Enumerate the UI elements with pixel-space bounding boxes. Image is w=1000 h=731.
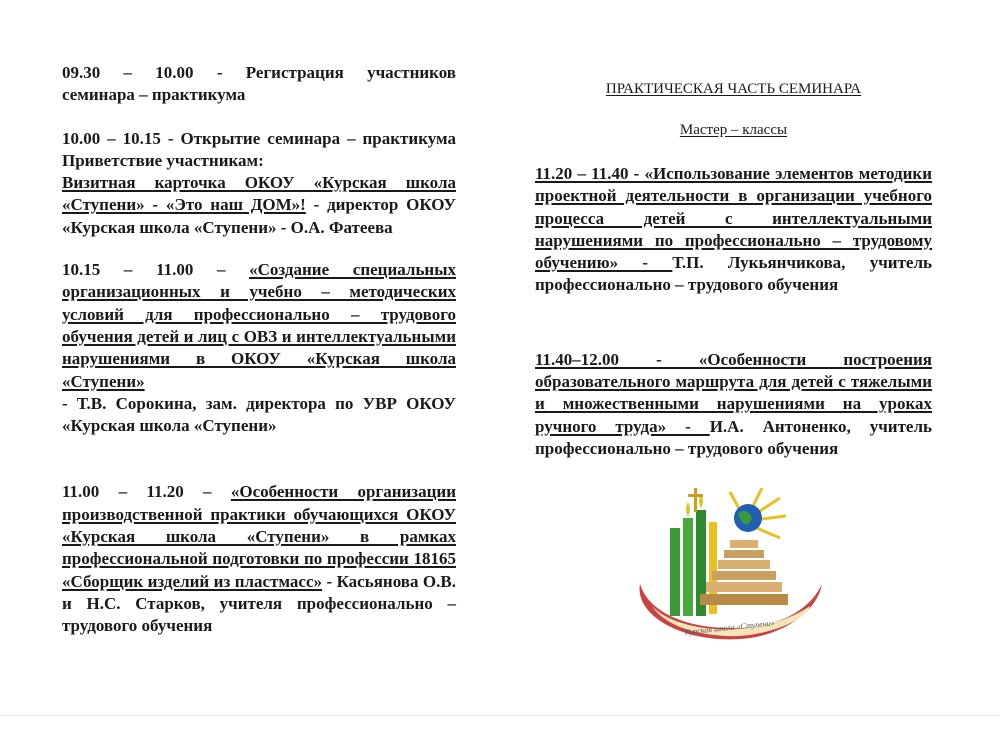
logo-flame-1 [686, 502, 690, 516]
logo-cross-h [688, 494, 703, 497]
session-2-line-2 [62, 504, 456, 526]
mc-1-line-1 [535, 163, 932, 185]
logo-green-pillar-2 [683, 518, 693, 616]
session-2-title-1: «Особенности организации [230, 482, 456, 502]
session-1-line-2 [62, 281, 456, 303]
school-logo-emblem [630, 488, 830, 646]
mc-1-title-2: проектной деятельности в организации учебного [535, 186, 932, 206]
program-left-column [62, 62, 456, 638]
session-1-line-4 [62, 326, 456, 348]
session-2-title-5: «Сборщик изделий из пластмасс» [62, 571, 323, 591]
logo-green-pillar-1 [670, 528, 680, 616]
mc-2-line-3 [535, 393, 932, 415]
session-2-title-3: «Курская школа «Ступени» в рамках [62, 527, 456, 547]
session-2-line-3 [62, 526, 456, 548]
registration-block [62, 62, 456, 107]
session-1-speaker-1: - Т.В. Сорокина, зам. директора по УВР ОКОУ [62, 393, 456, 413]
session-2-line-5 [62, 571, 456, 593]
mc-2-line-4 [535, 416, 932, 438]
logo-ribbon-text: Курская школа «Ступени» [684, 618, 776, 637]
mc-2-speaker: профессионально – трудового обучения [535, 438, 839, 458]
registration-line-1: 09.30 – 10.00 - Регистрация участников [62, 63, 456, 82]
session-1-speaker-2: «Курская школа «Ступени» [62, 416, 277, 436]
program-right-column [535, 163, 932, 460]
session-1-line-3 [62, 304, 456, 326]
mc-1-line-3 [535, 208, 932, 230]
session-1-line-1 [62, 259, 456, 281]
mc-1-title-3: процесса детей с интеллектуальными [535, 208, 932, 228]
session-1-title-2: организационных и учебно – методических [62, 282, 456, 302]
business-card-title-2: «Ступени» - «Это наш ДОМ»! [62, 195, 306, 215]
session-1-title-4: обучения детей и лиц с ОВЗ и интеллектуальными [62, 326, 456, 346]
master-class-2-block [535, 349, 932, 460]
mc-2-title-2: образовательного маршрута для детей с тяжелыми [535, 372, 932, 392]
session-1-line-5 [62, 348, 456, 393]
session-1-title-1: «Создание специальных [249, 260, 457, 280]
session-1-block [62, 259, 456, 437]
session-2-speaker-tail: - Касьянова О.В. [322, 571, 456, 591]
master-classes-heading: Мастер – классы [679, 122, 788, 138]
mc-2-speaker-tail: И.А. Антоненко, учитель [709, 416, 933, 436]
session-2-line-4 [62, 548, 456, 570]
mc-2-line-1 [535, 349, 932, 371]
session-2-title-4: профессиональной подготовки по профессии 18165 [62, 549, 456, 569]
business-card-tail: - директор ОКОУ [305, 195, 456, 215]
session-1-title-5: нарушениями в ОКОУ «Курская школа «Ступени» [62, 349, 456, 391]
session-2-speaker-1: и Н.С. Старков, учителя профессионально – [62, 593, 456, 613]
opening-speaker: «Курская школа «Ступени» - О.А. Фатеева [62, 217, 393, 237]
session-2-line-1 [62, 481, 456, 503]
session-2-speaker-2: трудового обучения [62, 616, 213, 636]
mc-2-line-2 [535, 371, 932, 393]
mc-1-line-5 [535, 252, 932, 274]
mc-1-speaker: профессионально – трудового обучения [535, 275, 839, 295]
logo-cross-v [694, 488, 697, 512]
business-card-line-2 [62, 194, 456, 216]
master-class-1-block [535, 163, 932, 297]
mc-1-line-2 [535, 185, 932, 207]
mc-1-speaker-tail: Т.П. Лукьянчикова, учитель [672, 253, 932, 273]
business-card-line-1 [62, 172, 456, 194]
business-card-title-1: Визитная карточка ОКОУ «Курская школа [62, 173, 456, 193]
opening-line-2: Приветствие участникам: [62, 150, 264, 170]
session-2-title-2: производственной практики обучающихся ОКОУ [62, 504, 456, 524]
mc-1-title-5: обучению» - [535, 253, 673, 273]
registration-line-2: семинара – практикума [62, 85, 246, 105]
opening-line-1: 10.00 – 10.15 - Открытие семинара – практикума [62, 128, 456, 148]
practical-part-heading: ПРАКТИЧЕСКАЯ ЧАСТЬ СЕМИНАРА [605, 81, 862, 97]
mc-2-title-3: и множественными нарушениями на уроках [535, 394, 932, 414]
mc-1-title-1: 11.20 – 11.40 - «Использование элементов методики [535, 164, 932, 183]
mc-2-title-1: 11.40–12.00 - «Особенности построения [535, 349, 932, 369]
mc-1-line-4 [535, 230, 932, 252]
session-1-title-3: условий для профессионально – трудового [62, 304, 456, 324]
opening-block [62, 128, 456, 239]
mc-2-title-4: ручного труда» - [535, 416, 710, 436]
session-2-time: 11.00 – 11.20 – [62, 482, 231, 502]
scan-edge-line [0, 715, 1000, 716]
session-1-time: 10.15 – 11.00 – [62, 260, 250, 280]
session-2-block [62, 481, 456, 637]
mc-1-title-4: нарушениями по профессионально – трудовому [535, 230, 932, 250]
